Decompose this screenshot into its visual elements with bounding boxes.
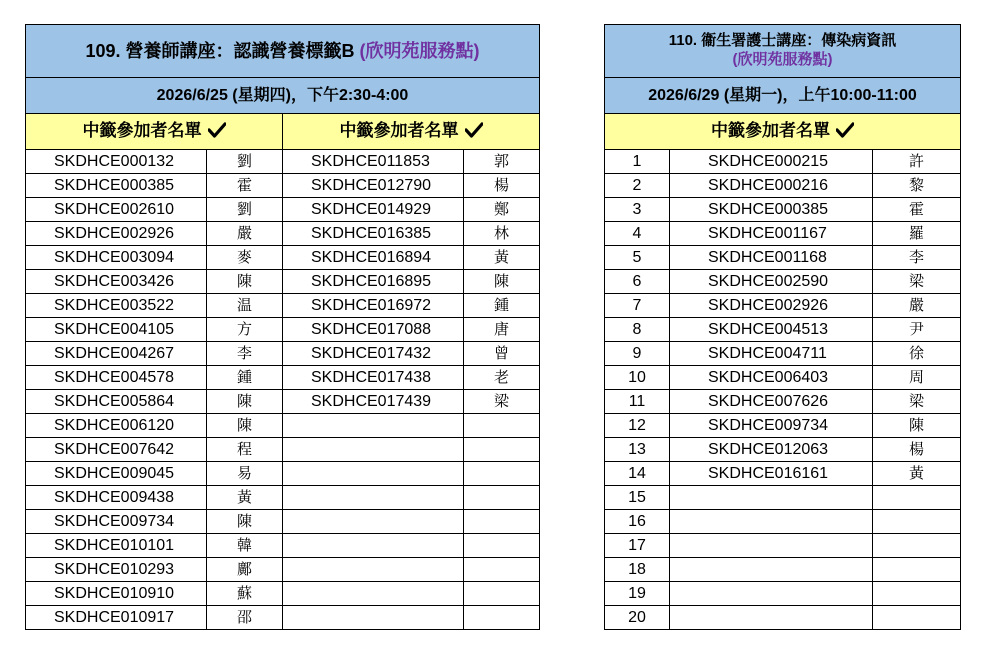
- member-id: [283, 438, 464, 462]
- table-row: [605, 294, 961, 318]
- lecture-date: 2026/6/29 (星期一)，上午10:00-11:00: [605, 78, 961, 114]
- member-id: [670, 606, 873, 630]
- lecture-title: 109. 營養師講座：認識營養標籤B: [85, 40, 355, 61]
- member-id: SKDHCE004513: [670, 318, 873, 342]
- member-surname: 李: [207, 342, 283, 366]
- table-row: [605, 462, 961, 486]
- member-surname: 方: [207, 318, 283, 342]
- member-id: SKDHCE004267: [26, 342, 207, 366]
- member-surname: 麥: [207, 246, 283, 270]
- member-id: SKDHCE016385: [283, 222, 464, 246]
- member-id: SKDHCE016895: [283, 270, 464, 294]
- date-row: [605, 78, 961, 114]
- row-number: 2: [605, 174, 670, 198]
- table-row: [26, 558, 540, 582]
- member-id: SKDHCE009438: [26, 486, 207, 510]
- member-id: SKDHCE012790: [283, 174, 464, 198]
- list-header-right: [283, 114, 540, 150]
- member-surname: 劉: [207, 150, 283, 174]
- member-id: SKDHCE006120: [26, 414, 207, 438]
- member-surname: 鍾: [207, 366, 283, 390]
- member-surname: 鄺: [207, 558, 283, 582]
- member-surname: 羅: [873, 222, 961, 246]
- date-row: [26, 78, 540, 114]
- member-surname: 邵: [207, 606, 283, 630]
- table-row: [26, 150, 540, 174]
- table-row: [26, 174, 540, 198]
- table-row: [605, 414, 961, 438]
- table-row: [26, 582, 540, 606]
- lecture-venue: (欣明苑服務點): [359, 40, 480, 61]
- member-id: SKDHCE010101: [26, 534, 207, 558]
- table-row: [26, 270, 540, 294]
- member-surname: 陳: [207, 414, 283, 438]
- row-number: 19: [605, 582, 670, 606]
- member-surname: 黃: [464, 246, 540, 270]
- lecture-title-cell: [605, 25, 961, 78]
- table-row: [26, 294, 540, 318]
- table-row: [605, 318, 961, 342]
- member-surname: 陳: [207, 390, 283, 414]
- member-id: [670, 582, 873, 606]
- table-row: [26, 438, 540, 462]
- header-row: [26, 114, 540, 150]
- member-surname: 唐: [464, 318, 540, 342]
- table-row: [26, 366, 540, 390]
- member-id: SKDHCE014929: [283, 198, 464, 222]
- lecture-title: 110. 衞生署護士講座：傳染病資訊: [668, 32, 897, 50]
- list-header: [605, 114, 961, 150]
- table-row: [605, 582, 961, 606]
- member-id: [283, 582, 464, 606]
- table-row: [26, 222, 540, 246]
- table-row: [26, 486, 540, 510]
- member-id: [670, 558, 873, 582]
- table-row: [26, 462, 540, 486]
- member-surname: 程: [207, 438, 283, 462]
- table-row: [605, 606, 961, 630]
- member-surname: 韓: [207, 534, 283, 558]
- member-id: [283, 462, 464, 486]
- member-surname: 郭: [464, 150, 540, 174]
- row-number: 5: [605, 246, 670, 270]
- member-id: SKDHCE002926: [670, 294, 873, 318]
- table-row: [605, 174, 961, 198]
- member-id: SKDHCE002610: [26, 198, 207, 222]
- member-id: SKDHCE016972: [283, 294, 464, 318]
- member-surname: [464, 462, 540, 486]
- lecture-110-table: [604, 24, 961, 630]
- list-header-label: 中籤參加者名單: [711, 120, 831, 140]
- member-surname: 楊: [464, 174, 540, 198]
- table-row: [26, 414, 540, 438]
- table-row: [26, 198, 540, 222]
- member-id: SKDHCE003522: [26, 294, 207, 318]
- member-surname: 黎: [873, 174, 961, 198]
- table-row: [605, 534, 961, 558]
- member-id: SKDHCE002926: [26, 222, 207, 246]
- member-surname: [464, 582, 540, 606]
- table-row: [26, 342, 540, 366]
- row-number: 20: [605, 606, 670, 630]
- member-surname: [464, 534, 540, 558]
- member-id: SKDHCE016894: [283, 246, 464, 270]
- member-surname: [464, 510, 540, 534]
- member-surname: 梁: [873, 390, 961, 414]
- member-surname: [873, 486, 961, 510]
- member-id: SKDHCE006403: [670, 366, 873, 390]
- title-row: [605, 25, 961, 78]
- table-row: [605, 366, 961, 390]
- member-surname: [464, 606, 540, 630]
- member-id: [670, 534, 873, 558]
- member-surname: [873, 534, 961, 558]
- member-surname: 陳: [464, 270, 540, 294]
- member-surname: 尹: [873, 318, 961, 342]
- table-row: [26, 534, 540, 558]
- table-row: [26, 318, 540, 342]
- member-id: SKDHCE004711: [670, 342, 873, 366]
- table-row: [26, 390, 540, 414]
- lecture-109-table: [25, 24, 540, 630]
- table-row: [605, 222, 961, 246]
- table-row: [605, 390, 961, 414]
- member-id: [283, 606, 464, 630]
- table-row: [26, 606, 540, 630]
- member-surname: [464, 414, 540, 438]
- member-surname: 梁: [873, 270, 961, 294]
- row-number: 4: [605, 222, 670, 246]
- table-row: [605, 510, 961, 534]
- table-row: [605, 342, 961, 366]
- member-id: [283, 534, 464, 558]
- member-surname: 陳: [207, 270, 283, 294]
- member-id: [283, 414, 464, 438]
- member-surname: 鍾: [464, 294, 540, 318]
- table-row: [605, 246, 961, 270]
- member-surname: 黃: [873, 462, 961, 486]
- member-surname: [873, 510, 961, 534]
- row-number: 12: [605, 414, 670, 438]
- row-number: 3: [605, 198, 670, 222]
- lecture-110-panel: [604, 24, 960, 630]
- member-surname: [464, 486, 540, 510]
- table-row: [605, 438, 961, 462]
- row-number: 9: [605, 342, 670, 366]
- member-surname: 嚴: [207, 222, 283, 246]
- lecture-title-cell: [26, 25, 540, 78]
- member-id: SKDHCE000385: [26, 174, 207, 198]
- list-header-left: [26, 114, 283, 150]
- member-surname: [873, 558, 961, 582]
- lecture-venue: (欣明苑服務點): [732, 51, 833, 68]
- member-id: SKDHCE004578: [26, 366, 207, 390]
- member-id: SKDHCE005864: [26, 390, 207, 414]
- row-number: 11: [605, 390, 670, 414]
- member-id: SKDHCE001168: [670, 246, 873, 270]
- table-row: [605, 558, 961, 582]
- member-surname: 鄭: [464, 198, 540, 222]
- member-id: SKDHCE017432: [283, 342, 464, 366]
- member-id: [283, 558, 464, 582]
- member-id: [670, 486, 873, 510]
- member-surname: 老: [464, 366, 540, 390]
- header-row: [605, 114, 961, 150]
- row-number: 14: [605, 462, 670, 486]
- member-surname: 温: [207, 294, 283, 318]
- row-number: 13: [605, 438, 670, 462]
- member-id: SKDHCE010910: [26, 582, 207, 606]
- list-header-label: 中籤參加者名單: [82, 120, 202, 140]
- member-id: SKDHCE000385: [670, 198, 873, 222]
- table-row: [605, 270, 961, 294]
- row-number: 18: [605, 558, 670, 582]
- member-surname: 周: [873, 366, 961, 390]
- table-row: [26, 510, 540, 534]
- table-row: [605, 486, 961, 510]
- member-id: [670, 510, 873, 534]
- member-id: SKDHCE003094: [26, 246, 207, 270]
- lecture-date: 2026/6/25 (星期四)，下午2:30-4:00: [26, 78, 540, 114]
- member-id: SKDHCE009734: [670, 414, 873, 438]
- member-id: SKDHCE010293: [26, 558, 207, 582]
- member-id: SKDHCE000215: [670, 150, 873, 174]
- row-number: 15: [605, 486, 670, 510]
- member-surname: 許: [873, 150, 961, 174]
- row-number: 6: [605, 270, 670, 294]
- list-header-label: 中籤參加者名單: [339, 120, 459, 140]
- member-surname: 霍: [873, 198, 961, 222]
- table-row: [605, 198, 961, 222]
- member-id: SKDHCE016161: [670, 462, 873, 486]
- member-id: SKDHCE017439: [283, 390, 464, 414]
- table-row: [605, 150, 961, 174]
- row-number: 10: [605, 366, 670, 390]
- row-number: 8: [605, 318, 670, 342]
- title-row: [26, 25, 540, 78]
- member-id: SKDHCE000132: [26, 150, 207, 174]
- checkmark-icon: [208, 122, 226, 144]
- row-number: 16: [605, 510, 670, 534]
- checkmark-icon: [465, 122, 483, 144]
- member-surname: 嚴: [873, 294, 961, 318]
- checkmark-icon: [836, 122, 854, 144]
- member-surname: [873, 582, 961, 606]
- row-number: 17: [605, 534, 670, 558]
- member-id: SKDHCE009734: [26, 510, 207, 534]
- table-row: [26, 246, 540, 270]
- lecture-109-panel: [25, 24, 539, 630]
- member-id: SKDHCE017438: [283, 366, 464, 390]
- member-id: SKDHCE004105: [26, 318, 207, 342]
- member-id: SKDHCE010917: [26, 606, 207, 630]
- member-surname: 曾: [464, 342, 540, 366]
- row-number: 1: [605, 150, 670, 174]
- member-id: SKDHCE007626: [670, 390, 873, 414]
- member-id: SKDHCE000216: [670, 174, 873, 198]
- member-id: SKDHCE009045: [26, 462, 207, 486]
- member-id: SKDHCE011853: [283, 150, 464, 174]
- member-surname: 黃: [207, 486, 283, 510]
- member-surname: [464, 558, 540, 582]
- member-id: [283, 510, 464, 534]
- member-id: SKDHCE001167: [670, 222, 873, 246]
- member-id: [283, 486, 464, 510]
- member-surname: 陳: [873, 414, 961, 438]
- member-surname: 易: [207, 462, 283, 486]
- member-surname: [464, 438, 540, 462]
- member-id: SKDHCE002590: [670, 270, 873, 294]
- member-id: SKDHCE007642: [26, 438, 207, 462]
- member-surname: 徐: [873, 342, 961, 366]
- member-surname: 梁: [464, 390, 540, 414]
- member-surname: 林: [464, 222, 540, 246]
- member-surname: 蘇: [207, 582, 283, 606]
- member-id: SKDHCE012063: [670, 438, 873, 462]
- member-surname: [873, 606, 961, 630]
- row-number: 7: [605, 294, 670, 318]
- member-surname: 陳: [207, 510, 283, 534]
- member-surname: 楊: [873, 438, 961, 462]
- member-surname: 霍: [207, 174, 283, 198]
- member-id: SKDHCE017088: [283, 318, 464, 342]
- member-surname: 劉: [207, 198, 283, 222]
- member-id: SKDHCE003426: [26, 270, 207, 294]
- member-surname: 李: [873, 246, 961, 270]
